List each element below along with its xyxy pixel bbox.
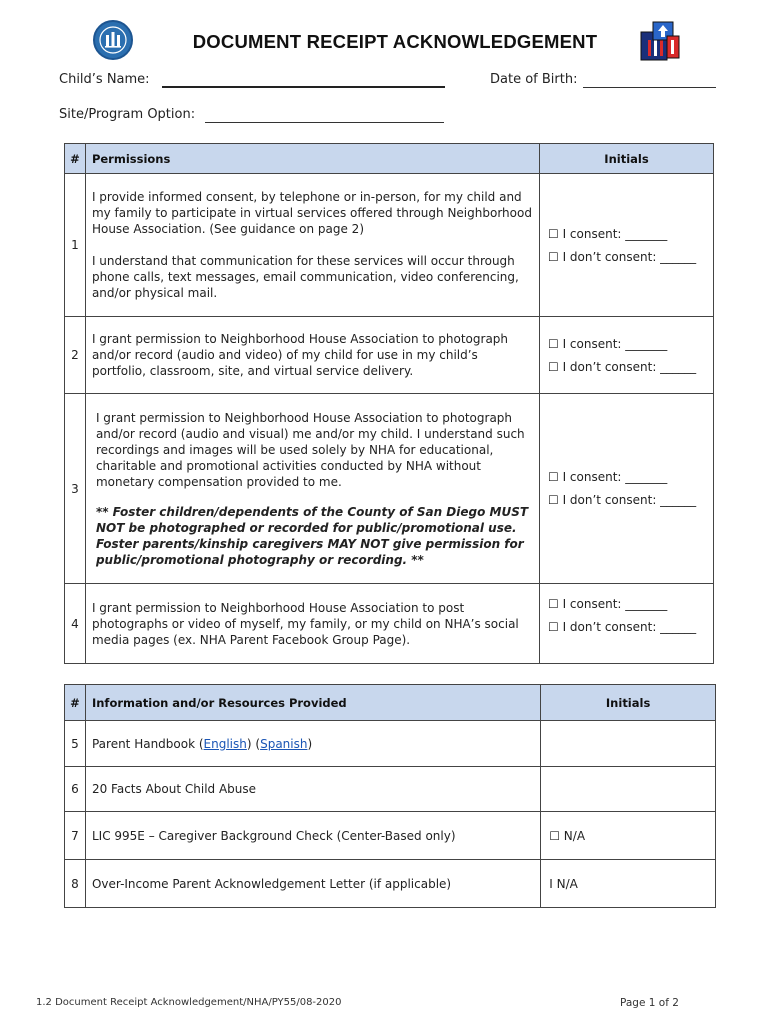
consent-checkbox[interactable]: ☐ I consent: _______ (548, 226, 668, 241)
resource-label-separator: ) ( (246, 736, 261, 751)
permissions-table (64, 143, 714, 664)
resource-text: LIC 995E – Caregiver Background Check (Center-Based only) (85, 812, 540, 860)
table-row (65, 174, 714, 317)
consent-checkbox[interactable]: ☐ I consent: _______ (548, 597, 668, 611)
permission-text (85, 317, 539, 394)
page-number: Page 1 of 2 (620, 997, 679, 1009)
table-row (65, 767, 716, 812)
blocks-logo-icon (638, 18, 684, 64)
page-title: DOCUMENT RECEIPT ACKNOWLEDGEMENT (192, 31, 598, 52)
site-program-field[interactable] (205, 122, 444, 123)
table-row (65, 721, 716, 767)
row-number: 6 (65, 767, 86, 812)
row-number: 2 (65, 317, 86, 394)
row-number: 3 (65, 394, 86, 584)
col-initials-header: Initials (541, 685, 716, 721)
permission-paragraph: I grant permission to Neighborhood House Association to post photographs or video of myself, my family, or my child on NHA’s social media pages (ex. NHA Parent Facebook Group Page). (91, 600, 519, 647)
initials-cell (540, 317, 714, 394)
permission-paragraph: I provide informed consent, by telephone or in-person, for my child and my family to participate in virtual services offered through Neighborhood House Association. (See guidance on page 2) (91, 190, 532, 236)
resource-text: 20 Facts About Child Abuse (85, 767, 540, 812)
col-resources-header: Information and/or Resources Provided (85, 685, 540, 721)
table-row (65, 584, 714, 664)
initials-cell[interactable] (541, 767, 716, 812)
consent-checkbox[interactable]: ☐ I consent: _______ (548, 336, 668, 351)
resource-text (85, 721, 540, 767)
permission-paragraph: I grant permission to Neighborhood House Association to photograph and/or record (audio and visual) me and/or my child. I understand such recordings and images will be used solely by NHA for educational, charitable and promotional activities conducted by NHA without monetary compensation provided to me. (95, 410, 525, 489)
col-num-header: # (65, 685, 86, 721)
childs-name-field[interactable] (162, 86, 445, 88)
row-number: 4 (65, 584, 86, 664)
footer-document-id: 1.2 Document Receipt Acknowledgement/NHA/PY55/08-2020 (36, 997, 342, 1008)
resources-table (64, 684, 716, 908)
consent-checkbox[interactable]: ☐ I consent: _______ (548, 470, 668, 484)
spanish-link[interactable]: Spanish (260, 736, 308, 751)
childs-name-label: Child’s Name: (59, 72, 150, 87)
initials-cell (540, 394, 714, 584)
dont-consent-checkbox[interactable]: ☐ I don’t consent: ______ (548, 359, 697, 374)
initials-cell (540, 174, 714, 317)
na-checkbox[interactable]: I N/A (541, 860, 716, 908)
dob-label: Date of Birth: (490, 72, 578, 87)
table-row (65, 860, 716, 908)
col-initials-header: Initials (540, 144, 714, 174)
resource-label-end: ) (307, 736, 313, 751)
permission-paragraph: I grant permission to Neighborhood House Association to photograph and/or record (audio and video) of my child for use in my child’s portfolio, classroom, site, and virtual service delivery. (91, 332, 509, 378)
permission-text (85, 394, 539, 584)
dob-field[interactable] (583, 87, 716, 88)
table-row (65, 812, 716, 860)
site-program-label: Site/Program Option: (59, 107, 196, 122)
initials-cell[interactable] (541, 721, 716, 767)
resource-text: Over-Income Parent Acknowledgement Letter (if applicable) (85, 860, 540, 908)
na-checkbox[interactable]: ☐ N/A (541, 812, 716, 860)
permission-paragraph: I understand that communication for these services will occur through phone calls, text messages, email communication, video conferencing, and/or physical mail. (91, 254, 519, 300)
dont-consent-checkbox[interactable]: ☐ I don’t consent: ______ (548, 249, 697, 264)
english-link[interactable]: English (203, 736, 247, 751)
foster-warning: ** Foster children/dependents of the County of San Diego MUST NOT be photographed or recorded for public/promotional use. Foster parents/kinship caregivers MAY NOT give permission for public/promotional photography or recording. ** (95, 504, 529, 567)
initials-cell (540, 584, 714, 664)
table-row (65, 394, 714, 584)
dont-consent-checkbox[interactable]: ☐ I don’t consent: ______ (548, 620, 697, 634)
row-number: 1 (65, 174, 86, 317)
resource-label: Parent Handbook ( (91, 736, 204, 751)
row-number: 8 (65, 860, 86, 908)
row-number: 7 (65, 812, 86, 860)
row-number: 5 (65, 721, 86, 767)
permission-text (85, 174, 539, 317)
dont-consent-checkbox[interactable]: ☐ I don’t consent: ______ (548, 493, 697, 507)
table-row (65, 317, 714, 394)
permission-text (85, 584, 539, 664)
col-permissions-header: Permissions (85, 144, 539, 174)
nha-logo-icon (93, 20, 133, 60)
col-num-header: # (65, 144, 86, 174)
